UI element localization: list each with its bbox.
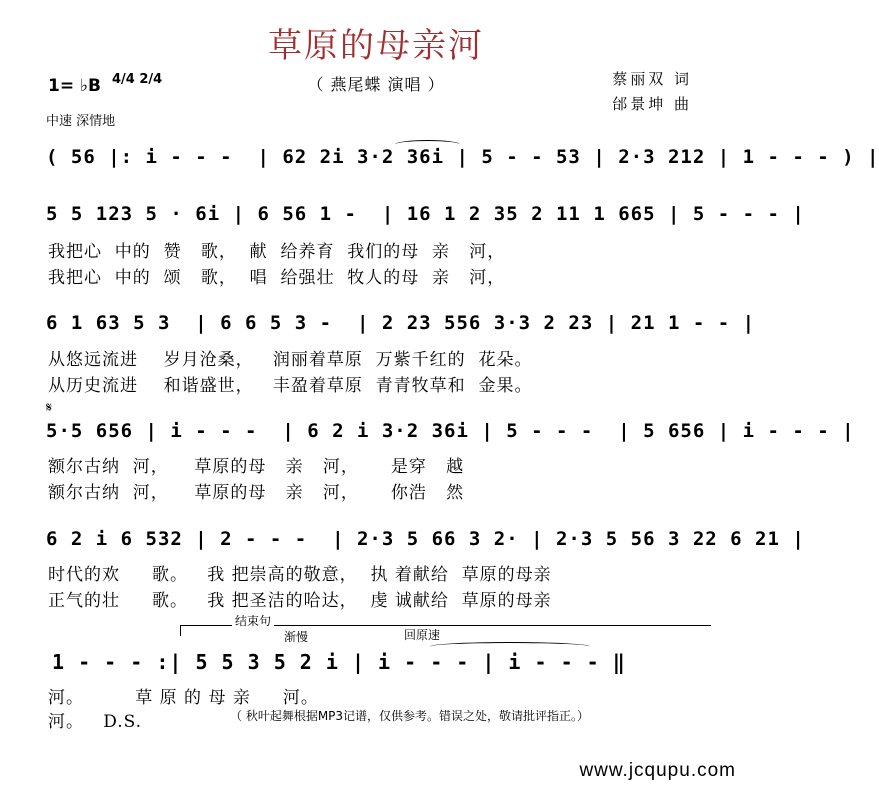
- lyric-row-4-verse-2: 额尔古纳 河， 草原的母 亲 河， 你浩 然: [48, 483, 465, 503]
- lyric-row-6-verse-1: 河。 草 原 的 母 亲 河。: [48, 688, 319, 708]
- transcription-note: （ 秋叶起舞根据MP3记谱，仅供参考。错误之处，敬请批评指正。）: [230, 709, 590, 723]
- lyric-row-5-verse-1: 时代的欢 歌。 我 把崇高的敬意， 执 着献给 草原的母亲: [48, 565, 552, 585]
- tempo-return-label: 回原速: [404, 628, 441, 642]
- staff-row-2: 5 5 123 5 · 6i | 6 56 1 - | 16 1 2 35 2 11 1 665 | 5 - - - |: [46, 203, 805, 225]
- segno-sign: 𝄋: [46, 400, 53, 416]
- composer-credit: 邰景坤 曲: [612, 95, 692, 113]
- lyric-row-2-verse-1: 我把心 中的 赞 歌， 献 给养育 我们的母 亲 河，: [48, 242, 506, 262]
- lyric-row-3-verse-1: 从悠远流进 岁月沧桑， 润丽着草原 万紫千红的 花朵。: [48, 350, 533, 370]
- time-signature: 4/4 2/4: [112, 72, 163, 87]
- staff-row-1: ( 56 |: i - - - | 62 2i 3·2 36i | 5 - - 53 | 2·3 212 | 1 - - - ) |: [46, 146, 879, 168]
- lyric-row-2-verse-2: 我把心 中的 颂 歌， 唱 给强壮 牧人的母 亲 河，: [48, 268, 506, 288]
- lyric-row-4-verse-1: 额尔古纳 河， 草原的母 亲 河， 是穿 越: [48, 457, 465, 477]
- song-title: 草原的母亲河: [268, 26, 484, 66]
- staff-row-5: 6 2 i 6 532 | 2 - - - | 2·3 5 66 3 2· | 2·3 5 56 3 22 6 21 |: [46, 528, 805, 550]
- staff-row-4: 5·5 656 | i - - - | 6 2 i 3·2 36i | 5 - - - | 5 656 | i - - - |: [46, 420, 855, 442]
- staff-row-6: 1 - - - :| 5 5 3 5 2 i | i - - - | i - - - ‖: [52, 650, 626, 674]
- tempo-marking: 中速 深情地: [46, 114, 116, 129]
- lyric-row-6-verse-2: 河。 D.S.: [48, 712, 143, 732]
- website-watermark[interactable]: www.jcqupu.com: [579, 760, 736, 781]
- tempo-slow-label: 渐慢: [284, 630, 309, 644]
- ending-label: 结束句: [232, 612, 274, 629]
- staff-row-3: 6 1 63 5 3 | 6 6 5 3 - | 2 23 556 3·3 2 23 | 21 1 - - |: [46, 312, 756, 334]
- lyric-row-5-verse-2: 正气的壮 歌。 我 把圣洁的哈达， 虔 诚献给 草原的母亲: [48, 591, 552, 611]
- lyricist-credit: 蔡丽双 词: [612, 70, 692, 88]
- slur-arc: [395, 140, 460, 149]
- lyric-row-3-verse-2: 从历史流进 和谐盛世， 丰盈着草原 青青牧草和 金果。: [48, 376, 533, 396]
- performer-label: （ 燕尾蝶 演唱 ）: [307, 75, 445, 94]
- key-signature: 1= ♭B: [48, 76, 101, 96]
- tie-arc: [430, 642, 590, 651]
